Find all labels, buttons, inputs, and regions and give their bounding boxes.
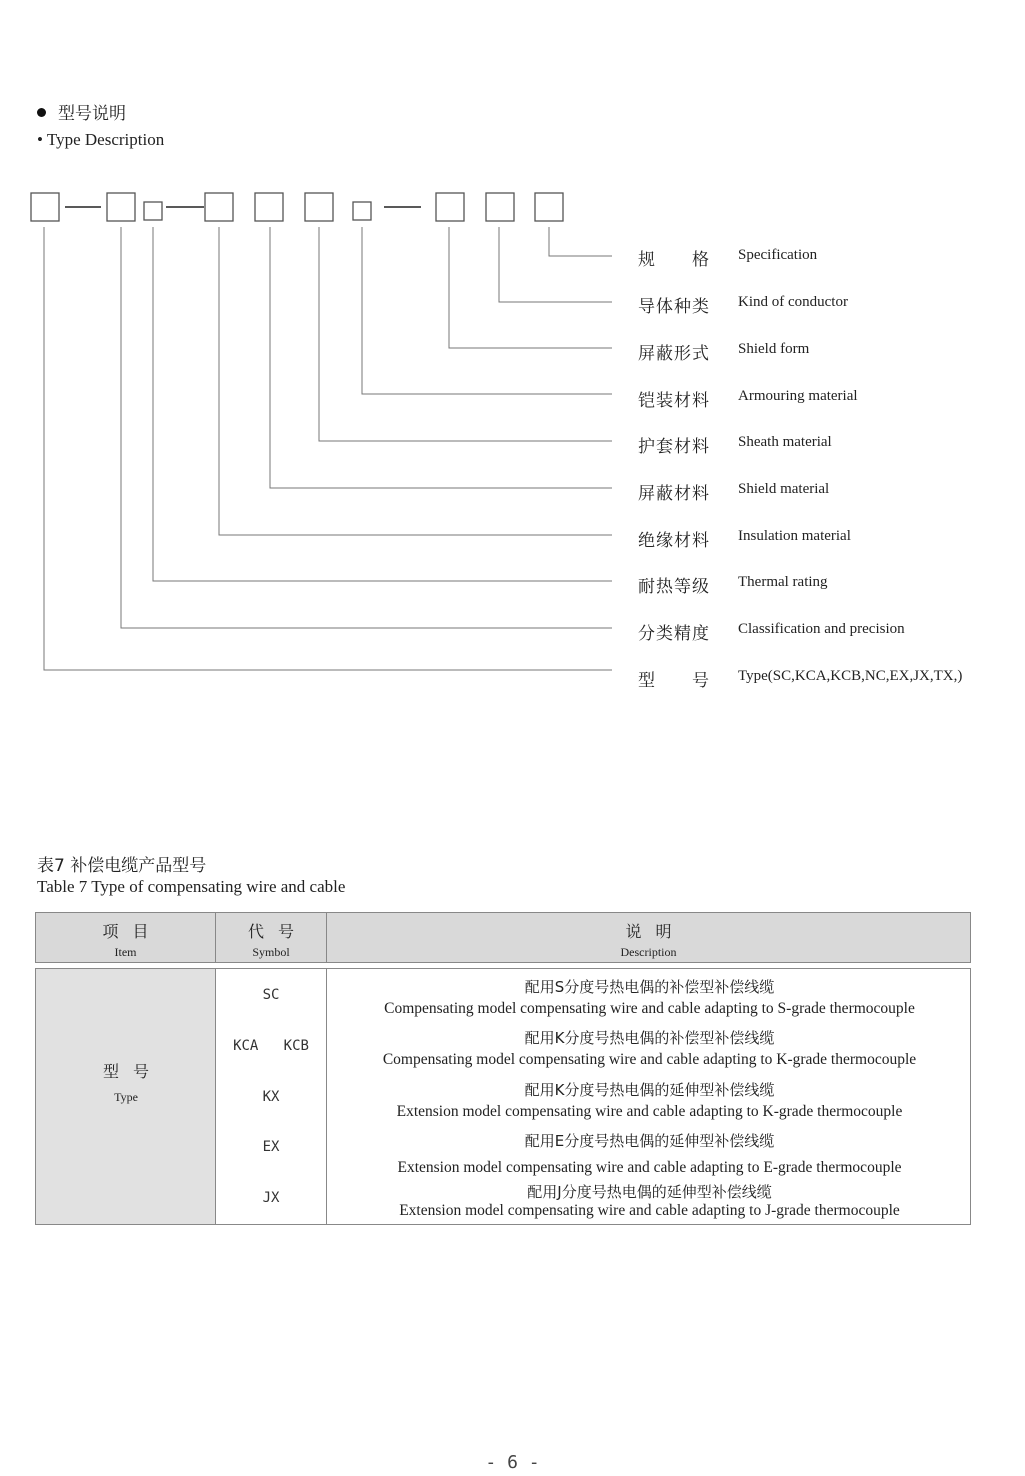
item-type-en: Type xyxy=(114,1090,138,1104)
label-cn: 规格 xyxy=(638,250,710,270)
leader-line-3 xyxy=(449,227,612,348)
label-en: Sheath material xyxy=(738,434,832,450)
label-cn: 耐热等级 xyxy=(638,577,710,597)
leader-line-6 xyxy=(270,227,612,488)
symbol-cell: KX xyxy=(262,1089,280,1105)
code-box-2 xyxy=(107,193,135,221)
code-box-7 xyxy=(353,202,371,220)
description-cell xyxy=(327,1027,972,1069)
description-en: Extension model compensating wire and cable adapting to J-grade thermocouple xyxy=(399,1202,900,1219)
code-box-6 xyxy=(305,193,333,221)
header-description-cn: 说明 xyxy=(625,922,686,941)
code-box-1 xyxy=(31,193,59,221)
description-en: Compensating model compensating wire and cable adapting to K-grade thermocouple xyxy=(382,1051,917,1068)
code-box-10 xyxy=(535,193,563,221)
description-en: Extension model compensating wire and cable adapting to E-grade thermocouple xyxy=(397,1159,902,1176)
symbol-cell: KCA KCB xyxy=(233,1038,309,1054)
table-header xyxy=(35,912,971,963)
description-cn: 配用K分度号热电偶的延伸型补偿线缆 xyxy=(524,1081,775,1099)
label-en: Shield form xyxy=(738,341,810,357)
label-cn: 导体种类 xyxy=(638,297,710,317)
label-en: Specification xyxy=(738,247,818,263)
description-en: Compensating model compensating wire and cable adapting to S-grade thermocouple xyxy=(384,1000,915,1017)
table-body xyxy=(35,968,971,1225)
label-en: Type(SC,KCA,KCB,NC,EX,JX,TX,) xyxy=(738,668,963,684)
symbol-cell: JX xyxy=(262,1190,280,1206)
leader-line-2 xyxy=(499,227,612,302)
description-cn: 配用E分度号热电偶的延伸型补偿线缆 xyxy=(524,1132,775,1150)
header-item-cn: 项目 xyxy=(102,922,163,941)
label-cn: 铠装材料 xyxy=(638,391,710,411)
table-caption-cn: 表7 补偿电缆产品型号 xyxy=(37,856,207,876)
header-description xyxy=(327,913,970,962)
label-en: Insulation material xyxy=(738,528,851,544)
code-box-8 xyxy=(436,193,464,221)
item-type-cn: 型号 xyxy=(102,1062,163,1081)
leader-line-10 xyxy=(44,227,612,670)
label-cn: 护套材料 xyxy=(638,437,710,457)
symbol-cell: SC xyxy=(262,987,280,1003)
header-symbol-cn: 代号 xyxy=(247,922,308,941)
type-code-diagram xyxy=(0,0,1025,720)
code-box-3 xyxy=(144,202,162,220)
header-symbol-en: Symbol xyxy=(252,945,290,959)
code-box-5 xyxy=(255,193,283,221)
label-cn: 屏蔽材料 xyxy=(638,484,710,504)
description-cn: 配用K分度号热电偶的补偿型补偿线缆 xyxy=(524,1029,775,1047)
label-en: Kind of conductor xyxy=(738,294,848,310)
page-number: - 6 - xyxy=(485,1452,540,1473)
label-cn: 绝缘材料 xyxy=(638,531,710,551)
code-box-4 xyxy=(205,193,233,221)
symbol-cell: EX xyxy=(262,1139,280,1155)
code-box-9 xyxy=(486,193,514,221)
label-en: Shield material xyxy=(738,481,830,497)
header-item xyxy=(36,913,215,962)
description-cn: 配用S分度号热电偶的补偿型补偿线缆 xyxy=(524,978,775,996)
description-cell xyxy=(327,1079,972,1121)
label-cn: 型号 xyxy=(638,671,710,691)
description-cell xyxy=(327,976,972,1018)
header-item-en: Item xyxy=(114,945,137,959)
description-cell xyxy=(327,1181,972,1220)
leader-line-8 xyxy=(153,227,612,581)
header-description-en: Description xyxy=(620,945,677,959)
section-title-cn-text: 型号说明 xyxy=(58,104,126,124)
label-cn: 分类精度 xyxy=(638,624,710,644)
leader-line-1 xyxy=(549,227,612,256)
description-cell xyxy=(327,1130,972,1177)
leader-line-9 xyxy=(121,227,612,628)
label-en: Classification and precision xyxy=(738,621,905,637)
leader-line-4 xyxy=(362,227,612,394)
leader-line-5 xyxy=(319,227,612,441)
label-en: Thermal rating xyxy=(738,574,828,590)
item-type-cell xyxy=(36,1059,216,1105)
table-caption-en: Table 7 Type of compensating wire and cable xyxy=(37,877,346,896)
section-title-en: • Type Description xyxy=(37,130,165,149)
leader-line-7 xyxy=(219,227,612,535)
header-symbol xyxy=(216,913,326,962)
description-cn: 配用J分度号热电偶的延伸型补偿线缆 xyxy=(527,1183,772,1201)
label-cn: 屏蔽形式 xyxy=(638,344,710,364)
label-en: Armouring material xyxy=(738,388,858,404)
description-en: Extension model compensating wire and cable adapting to K-grade thermocouple xyxy=(396,1103,903,1120)
